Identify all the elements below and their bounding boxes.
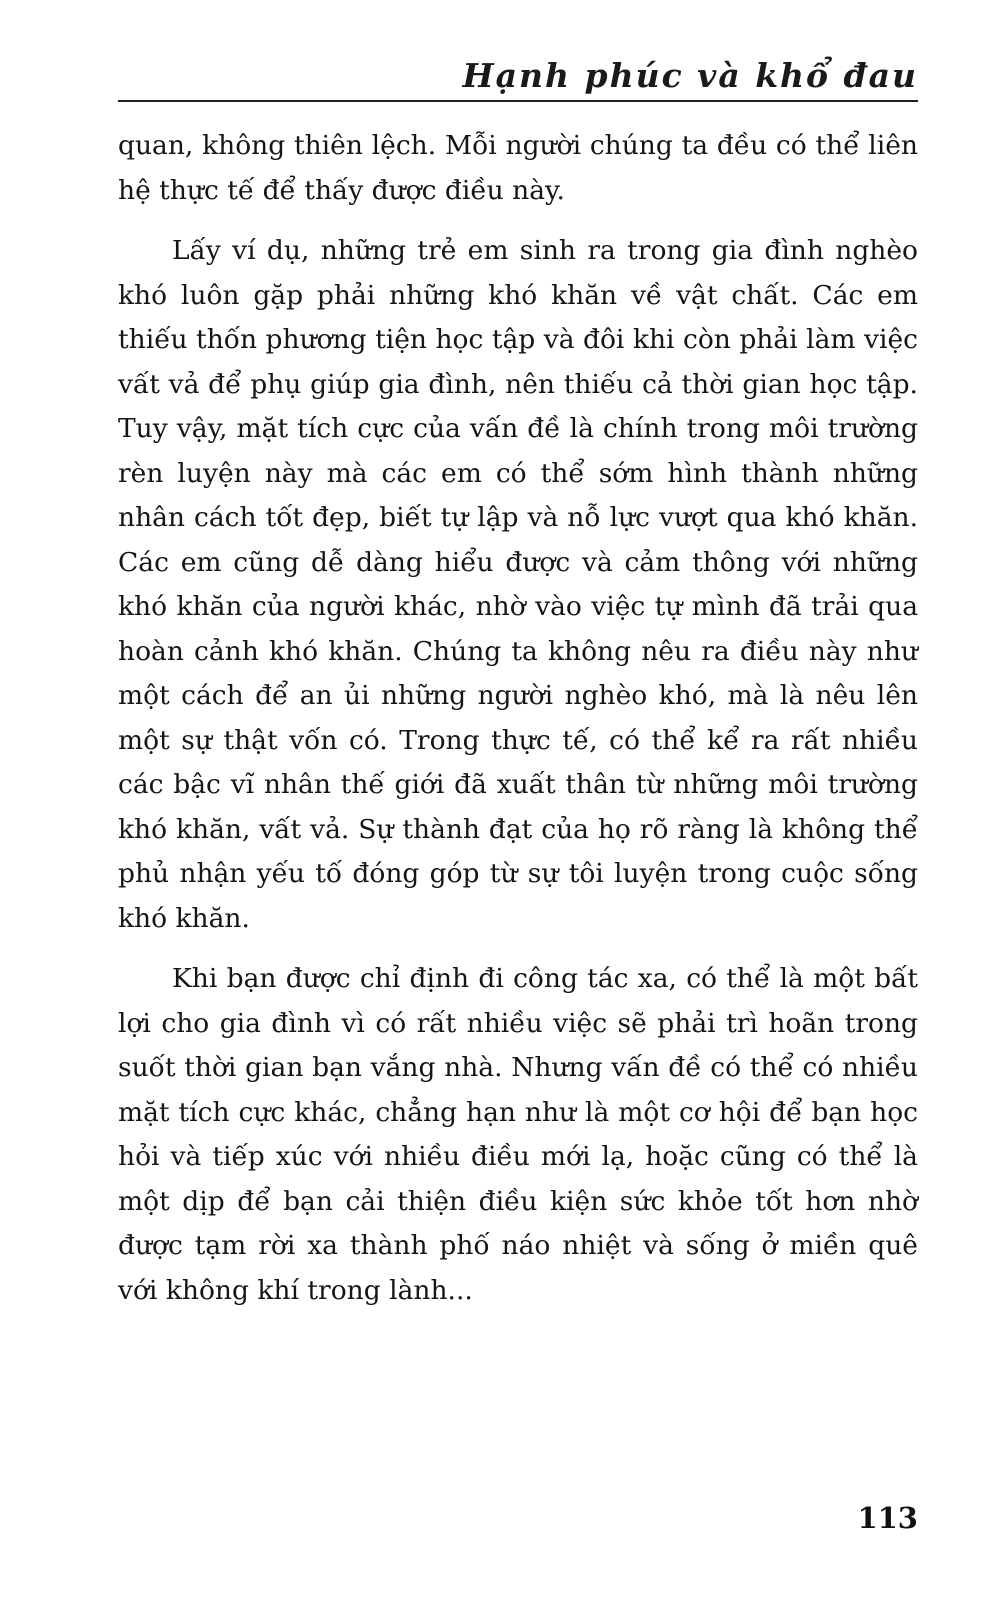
running-header	[118, 52, 918, 102]
running-header-title: Hạnh phúc và khổ đau	[462, 56, 918, 95]
page-body	[118, 124, 918, 1313]
paragraph-continued: quan, không thiên lệch. Mỗi người chúng ta đều có thể liên hệ thực tế để thấy được điều này.	[118, 130, 918, 206]
paragraph-poor-children-example: Lấy ví dụ, những trẻ em sinh ra trong gia đình nghèo khó luôn gặp phải những khó khăn về vật chất. Các em thiếu thốn phương tiện học tập và đôi khi còn phải làm việc vất vả để phụ giúp gia đình, nên thiếu cả thời gian học tập. Tuy vậy, mặt tích cực của vấn đề là chính trong môi trường rèn luyện này mà các em có thể sớm hình thành những nhân cách tốt đẹp, biết tự lập và nỗ lực vượt qua khó khăn. Các em cũng dễ dàng hiểu được và cảm thông với những khó khăn của người khác, nhờ vào việc tự mình đã trải qua hoàn cảnh khó khăn. Chúng ta không nêu ra điều này như một cách để an ủi những người nghèo khó, mà là nêu lên một sự thật vốn có. Trong thực tế, có thể kể ra rất nhiều các bậc vĩ nhân thế giới đã xuất thân từ những môi trường khó khăn, vất vả. Sự thành đạt của họ rõ ràng là không thể phủ nhận yếu tố đóng góp từ sự tôi luyện trong cuộc sống khó khăn.	[118, 235, 918, 934]
paragraph-business-trip-example: Khi bạn được chỉ định đi công tác xa, có thể là một bất lợi cho gia đình vì có rất nhiều việc sẽ phải trì hoãn trong suốt thời gian bạn vắng nhà. Nhưng vấn đề có thể có nhiều mặt tích cực khác, chẳng hạn như là một cơ hội để bạn học hỏi và tiếp xúc với nhiều điều mới lạ, hoặc cũng có thể là một dịp để bạn cải thiện điều kiện sức khỏe tốt hơn nhờ được tạm rời xa thành phố náo nhiệt và sống ở miền quê với không khí trong lành...	[118, 963, 918, 1306]
page-number: 113	[857, 1501, 918, 1535]
